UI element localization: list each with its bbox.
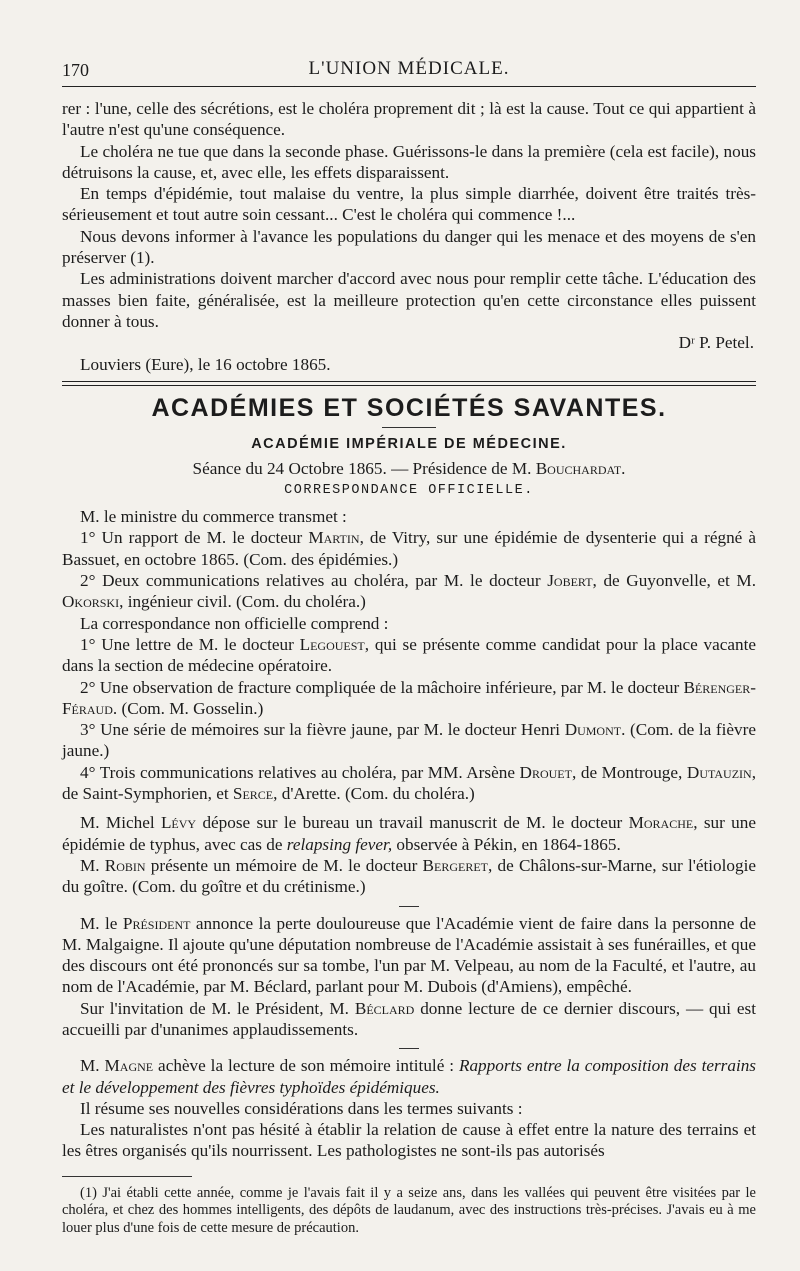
separator [399, 906, 419, 907]
paragraph: M. le Président annonce la perte douloureuse que l'Académie vient de faire dans la personne de M. Malgaigne. Il ajoute qu'une députation nombreuse de l'Académie assistait à ses funérailles, et que des discours ont été prononcés sur sa tombe, l'un par M. Velpeau, au nom de la Faculté, et l'autre, au nom de l'Académie, par M. Béclard, parlant pour M. Dubois (d'Amiens), empêché. [62, 913, 757, 997]
section-title: ACADÉMIES ET SOCIÉTÉS SAVANTES. [151, 393, 667, 422]
separator [399, 1048, 419, 1049]
paragraph: rer : l'une, celle des sécrétions, est le choléra proprement dit ; là est la cause. Tout ce qui appartient à l'autre n'est qu'une conséquence. [62, 99, 756, 140]
list-item: 2° Deux communications relatives au choléra, par M. le docteur Jobert, de Guyonvelle, et M. Okorski, ingénieur civil. (Com. du choléra.) [62, 571, 756, 612]
article-body [62, 98, 756, 1237]
paragraph: La correspondance non officielle comprend : [80, 613, 389, 633]
title-underline [382, 427, 436, 428]
paragraph: En temps d'épidémie, tout malaise du ventre, la plus simple diarrhée, doivent être traités très-sérieusement et tout autre soin cessant... C'est le choléra qui commence !... [62, 184, 756, 225]
section-divider [62, 381, 756, 386]
correspondance-heading: CORRESPONDANCE OFFICIELLE. [284, 483, 534, 499]
author-signature: Dʳ P. Petel. [678, 333, 754, 353]
list-item: 2° Une observation de fracture compliquée de la mâchoire inférieure, par M. le docteur Bérenger-Féraud. (Com. M. Gosselin.) [62, 677, 756, 718]
paragraph: Sur l'invitation de M. le Président, M. Béclard donne lecture de ce dernier discours, — qui est accueilli par d'unanimes applaudissements. [62, 998, 756, 1039]
paragraph: Le choléra ne tue que dans la seconde phase. Guérissons-le dans la première (cela est facile), nous détruisons la cause, et, avec elle, les effets disparaissent. [62, 141, 756, 182]
footnote-rule [62, 1176, 192, 1177]
academy-title: ACADÉMIE IMPÉRIALE DE MÉDECINE. [251, 435, 567, 452]
footnote: (1) J'ai établi cette année, comme je l'avais fait il y a seize ans, dans les vallées qui peuvent être visitées par le choléra, et chez des hommes intelligents, des dépôts de laudanum, avec des instructions très-précises. J'avais eu à me louer plus d'une fois de cette mesure de précaution. [62, 1184, 756, 1236]
page-number: 170 [62, 60, 89, 80]
paragraph: M. Michel Lévy dépose sur le bureau un travail manuscrit de M. le docteur Morache, sur une épidémie de typhus, avec cas de relapsing fever, observée à Pékin, en 1864-1865. [62, 813, 756, 854]
header-rule [62, 86, 756, 87]
paragraph: M. Magne achève la lecture de son mémoire intitulé : Rapports entre la composition des terrains et le développement des fièvres typhoïdes épidémiques. [62, 1056, 756, 1097]
list-item: 3° Une série de mémoires sur la fièvre jaune, par M. le docteur Henri Dumont. (Com. de la fièvre jaune.) [62, 720, 756, 761]
paragraph: M. Robin présente un mémoire de M. le docteur Bergeret, de Châlons-sur-Marne, sur l'étiologie du goître. (Com. du goître et du crétinisme.) [62, 855, 756, 897]
paragraph: Les naturalistes n'ont pas hésité à établir la relation de cause à effet entre la nature des terrains et les êtres organisés qu'ils nourrissent. Les pathologistes ne sont-ils pas autorisés [62, 1120, 756, 1161]
list-item: 1° Un rapport de M. le docteur Martin, de Vitry, sur une épidémie de dysenterie qui a régné à Bassuet, en octobre 1865. (Com. des épidémies.) [62, 528, 756, 569]
running-head [62, 58, 756, 88]
list-item: 4° Trois communications relatives au choléra, par MM. Arsène Drouet, de Montrouge, Dutauzin, de Saint-Symphorien, et Serce, d'Arette. (Com. du choléra.) [62, 762, 756, 804]
journal-title: L'UNION MÉDICALE. [308, 58, 510, 79]
paragraph: Il résume ses nouvelles considérations dans les termes suivants : [80, 1098, 523, 1118]
list-item: 1° Une lettre de M. le docteur Legouest, qui se présente comme candidat pour la place vacante dans la section de médecine opératoire. [62, 634, 756, 676]
session-line: Séance du 24 Octobre 1865. — Présidence de M. Bouchardat. [192, 458, 626, 478]
dateline: Louviers (Eure), le 16 octobre 1865. [80, 354, 331, 374]
paragraph: Les administrations doivent marcher d'accord avec nous pour remplir cette tâche. L'éducation des masses bien faite, généralisée, est la meilleure protection qu'en cette circonstance elles puissent donner à tous. [62, 269, 756, 331]
paragraph: M. le ministre du commerce transmet : [80, 507, 347, 527]
paragraph: Nous devons informer à l'avance les populations du danger qui les menace et des moyens de s'en préserver (1). [62, 226, 756, 268]
